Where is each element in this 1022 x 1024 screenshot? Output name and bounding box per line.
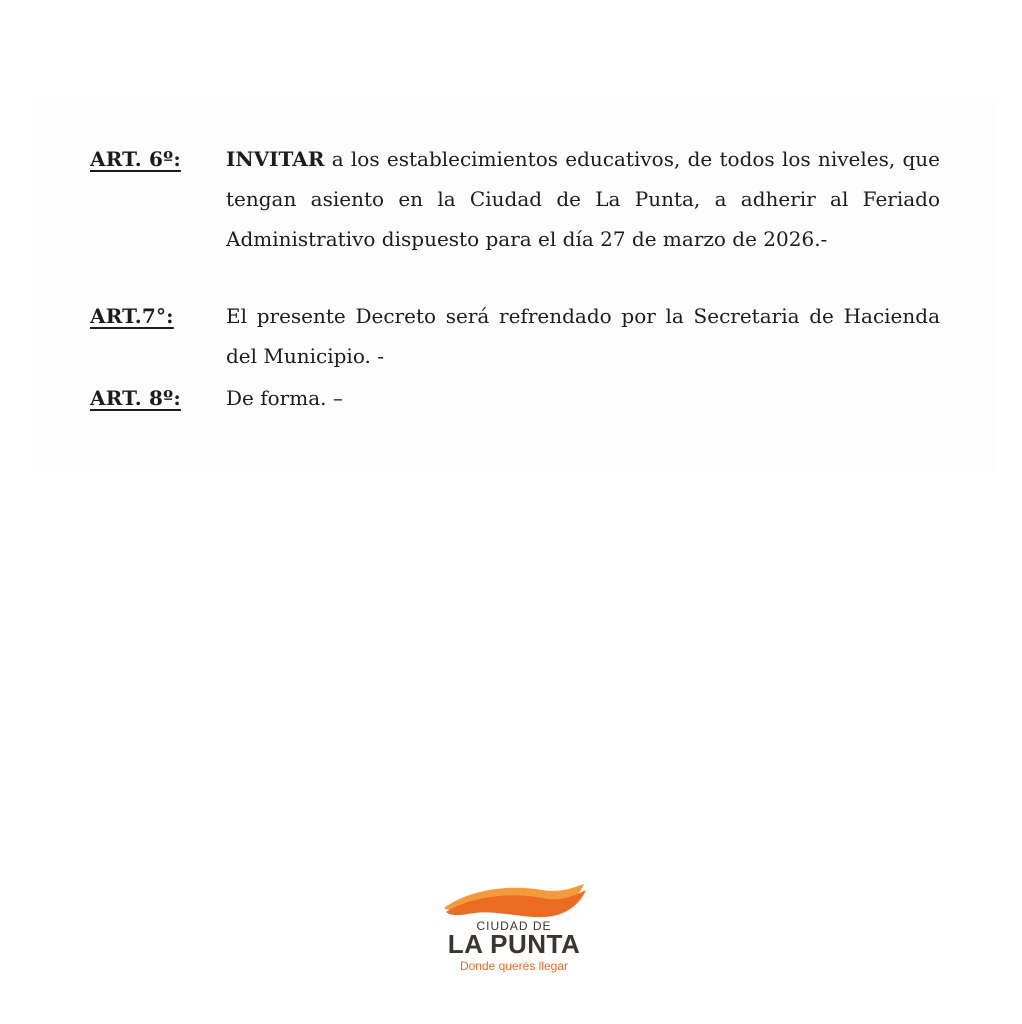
article-7-text: El presente Decreto será refrendado por la Secretaria de Hacienda del Municipio. - (226, 304, 940, 368)
logo-line-2: LA PUNTA (447, 929, 581, 959)
article-8-body (226, 378, 940, 418)
article-7-body (226, 296, 940, 376)
ciudad-la-punta-logo (438, 882, 590, 982)
article-6-body (226, 139, 940, 259)
article-8-label: ART. 8º: (90, 386, 181, 410)
article-7-label: ART.7°: (90, 304, 174, 328)
logo-line-1: CIUDAD DE (476, 919, 552, 933)
article-8-text: De forma. – (226, 386, 343, 410)
article-6-label: ART. 6º: (90, 147, 181, 171)
logo-tagline: Donde querés llegar (459, 959, 569, 973)
article-6-lead: INVITAR (226, 147, 325, 171)
article-6-text: a los establecimientos educativos, de todos los niveles, que tengan asiento en la Ciudad de La Punta, a adherir al Feriado Administrativo dispuesto para el día 27 de marzo de 2026.- (226, 147, 940, 251)
